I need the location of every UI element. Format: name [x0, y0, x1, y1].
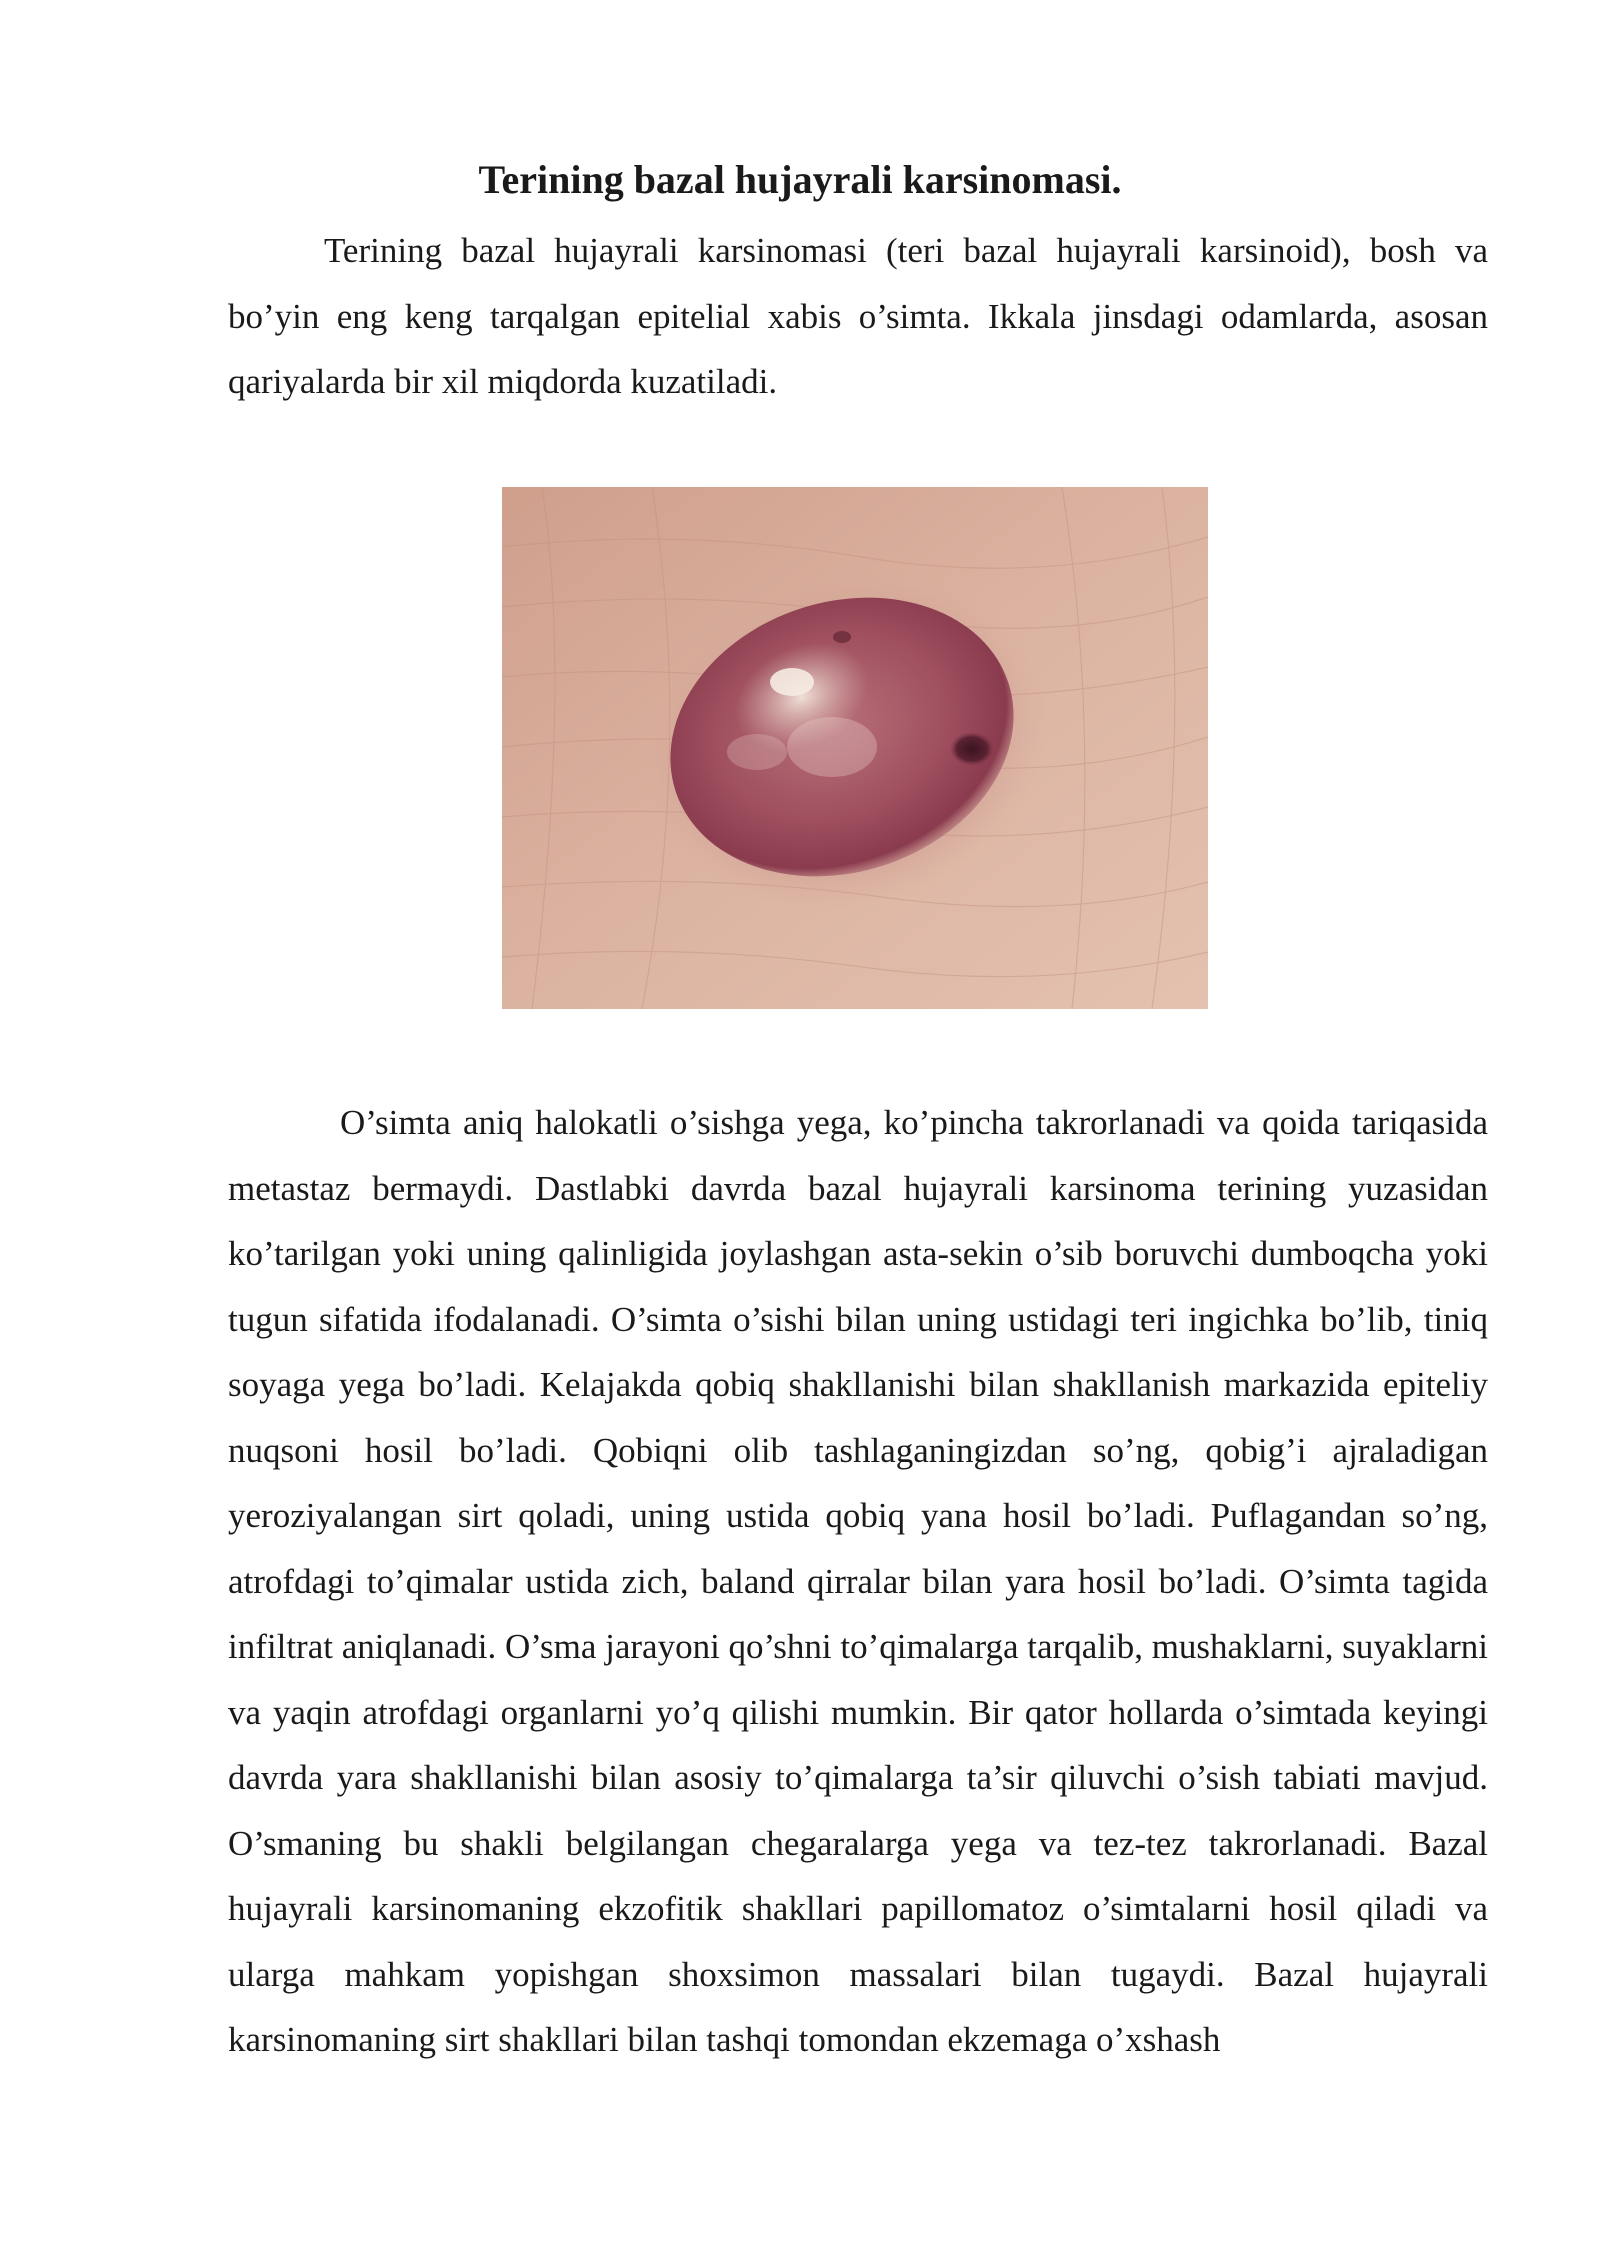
- lesion-dark-spot: [950, 732, 994, 766]
- intro-paragraph: Terining bazal hujayrali karsinomasi (teri bazal hujayrali karsinoid), bosh va bo’yin eng keng tarqalgan epitelial xabis o’simta. Ikkala jinsdagi odamlarda, asosan qariyalarda bir xil miqdorda kuzatiladi.: [228, 231, 1488, 401]
- lesion-scale: [727, 734, 787, 770]
- lesion-scale: [787, 717, 877, 777]
- lesion-photo: [502, 487, 1208, 1009]
- lesion-crust-highlight: [770, 668, 814, 696]
- lesion-dark-spot: [833, 631, 851, 643]
- body-paragraph: O’simta aniq halokatli o’sishga yega, ko’pincha takrorlanadi va qoida tariqasida metastaz bermaydi. Dastlabki davrda bazal hujayrali karsinoma terining yuzasidan ko’tarilgan yoki uning qalinligida joylashgan asta-sekin o’sib boruvchi dumboqcha yoki tugun sifatida ifodalanadi. O’simta o’sishi bilan uning ustidagi teri ingichka bo’lib, tiniq soyaga yega bo’ladi. Kelajakda qobiq shakllanishi bilan shakllanish markazida epiteliy nuqsoni hosil bo’ladi. Qobiqni olib tashlaganingizdan so’ng, qobig’i ajraladigan yeroziyalangan sirt qoladi, uning ustida qobiq yana hosil bo’ladi. Puflagandan so’ng, atrofdagi to’qimalar ustida zich, baland qirralar bilan yara hosil bo’ladi. O’simta tagida infiltrat aniqlanadi. O’sma jarayoni qo’shni to’qimalarga tarqalib, mushaklarni, suyaklarni va yaqin atrofdagi organlarni yo’q qilishi mumkin. Bir qator hollarda o’simtada keyingi davrda yara shakllanishi bilan asosiy to’qimalarga ta’sir qiluvchi o’sish tabiati mavjud. O’smaning bu shakli belgilangan chegaralarga yega va tez-tez takrorlanadi. Bazal hujayrali karsinomaning ekzofitik shakllari papillomatoz o’simtalarni hosil qiladi va ularga mahkam yopishgan shoxsimon massalari bilan tugaydi. Bazal hujayrali karsinomaning sirt shakllari bilan tashqi tomondan ekzemaga o’xshash: [228, 1103, 1488, 2059]
- page-title: Terining bazal hujayrali karsinomasi.: [478, 157, 1122, 202]
